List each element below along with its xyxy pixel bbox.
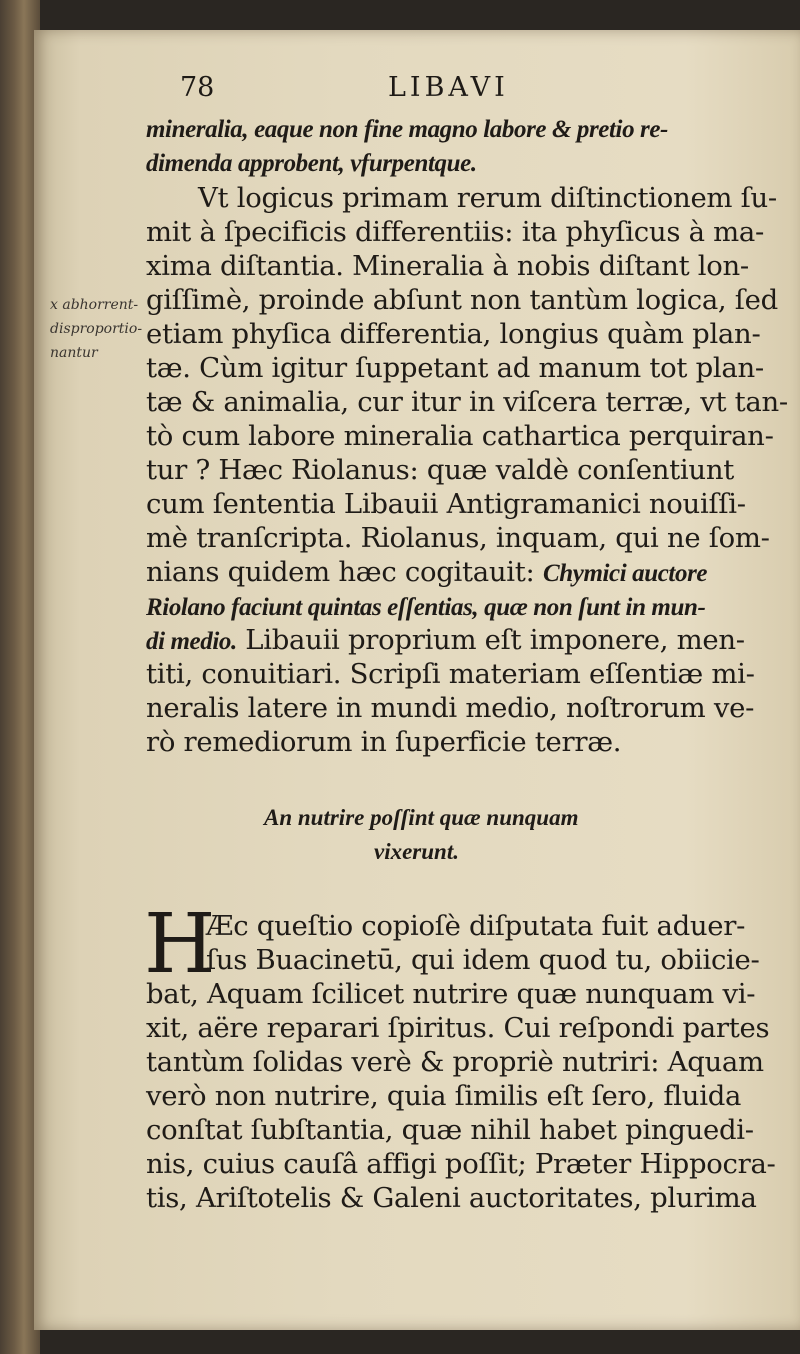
- marginal-note-line: x abhorrent-: [50, 297, 139, 313]
- italic-span: di medio.: [146, 628, 237, 655]
- text-line: Vt logicus primam rerum diſtinctionem ſu-: [198, 182, 777, 214]
- marginal-note: [50, 293, 160, 365]
- italic-span: Riolano faciunt quintas eſſentias, quæ non ſunt in mun-: [146, 594, 706, 621]
- page-number: 78: [180, 72, 215, 103]
- section-heading-cont: vixerunt.: [374, 839, 459, 864]
- paragraph-1: [146, 113, 788, 555]
- text-line: mineralia, eaque non fine magno labore & pretio re-: [146, 116, 668, 143]
- text-line: tæ & animalia, cur itur in viſcera terræ, vt tan-: [146, 386, 788, 418]
- text-line: neralis latere in mundi medio, noſtrorum ve-: [146, 692, 755, 724]
- text-line: verò non nutrire, quia ſimilis eſt ſero, fluida: [146, 1080, 742, 1112]
- text-line: rò remediorum in ſuperficie terræ.: [146, 726, 622, 758]
- paragraph-2-lines: [144, 897, 776, 1215]
- text-line: etiam phyſica differentia, longius quàm plan-: [146, 318, 761, 350]
- text-line: cum ſententia Libauii Antigramanici nouiſſi-: [146, 488, 746, 520]
- text-line: Æc queſtio copioſè diſputata fuit aduer-: [206, 910, 746, 942]
- text-line: tur ? Hæc Riolanus: quæ valdè conſentiunt: [146, 454, 735, 486]
- text-span: nians quidem hæc cogitauit:: [146, 556, 535, 588]
- running-head: LIBAVI: [388, 72, 509, 103]
- paragraph-1-end: [146, 657, 755, 759]
- text-line: xit, aëre reparari ſpiritus. Cui reſpondi partes: [146, 1012, 770, 1044]
- text-line: xima diſtantia. Mineralia à nobis diſtant lon-: [146, 250, 749, 282]
- text-line: nis, cuius cauſâ affigi poſſit; Præter Hippocra-: [146, 1148, 776, 1180]
- text-line: tò cum labore mineralia cathartica perquiran-: [146, 420, 774, 452]
- italic-span: Chymici auctore: [542, 560, 708, 587]
- text-line: tæ. Cùm igitur ſuppetant ad manum tot plan-: [146, 352, 764, 384]
- paragraph-2: [144, 897, 776, 1215]
- page-header: [140, 72, 700, 112]
- main-text: [144, 113, 788, 1215]
- text-line: [146, 555, 746, 589]
- text-line: [146, 589, 746, 623]
- drop-cap: H: [144, 897, 216, 992]
- text-span: Libauii proprium eſt imponere, men-: [245, 624, 745, 656]
- section-heading: An nutrire poſſint quæ nunquam: [264, 805, 579, 830]
- text-line: mè tranſcripta. Riolanus, inquam, qui ne ſom-: [146, 522, 770, 554]
- marginal-note-line: nantur: [50, 345, 98, 361]
- text-line: [146, 623, 746, 657]
- text-line: tis, Ariſtotelis & Galeni auctoritates, plurima: [146, 1182, 757, 1214]
- marginal-note-line: disproportio-: [50, 321, 143, 337]
- text-line: mit à ſpecificis differentiis: ita phyſicus à ma-: [146, 216, 764, 248]
- text-line: tantùm ſolidas verè & propriè nutriri: Aquam: [146, 1046, 764, 1078]
- text-line: giſſimè, proinde abſunt non tantùm logica, ſed: [146, 284, 778, 316]
- text-line: ſus Buacinetū, qui idem quod tu, obiicie-: [206, 944, 760, 976]
- text-line: bat, Aquam ſcilicet nutrire quæ nunquam vi-: [146, 978, 756, 1010]
- text-line: conſtat ſubſtantia, quæ nihil habet pinguedi-: [146, 1114, 754, 1146]
- text-line: dimenda approbent, vfurpentque.: [146, 150, 477, 177]
- text-line: titi, conuitiari. Scripſi materiam eſſentiæ mi-: [146, 658, 755, 690]
